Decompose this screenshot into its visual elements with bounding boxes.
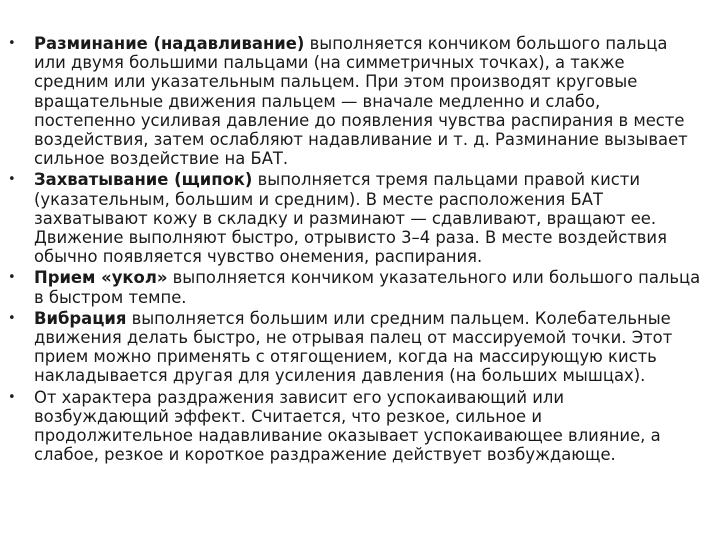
item-term: Разминание (надавливание)	[34, 34, 305, 53]
bullet-list	[8, 34, 704, 464]
bullet-icon: •	[8, 270, 16, 286]
item-term: Захватывание (щипок)	[34, 170, 253, 190]
bullet-icon: •	[8, 36, 16, 51]
list-item-kneading	[8, 34, 704, 168]
item-text: От характера раздражения зависит его успокаивающий или возбуждающий эффект. Считается, что резкое, сильное и продолжительное надавливание оказывает успокаивающее влияние, а слабое, резкое и короткое раздражение действует возбуждающе.	[34, 387, 661, 465]
item-text: выполняется тремя пальцами правой кисти (указательным, большим и средним). В месте расположения БАТ захватывают кожу в складку и разминают — сдавливают, вращают ее. Движение выполняют быстро, отрывисто 3–4 раза. В месте воздействия обычно появляется чувство онемения, распирания.	[34, 170, 667, 267]
list-item-injection	[8, 268, 704, 306]
list-item-vibration	[8, 309, 704, 386]
list-item-effect	[8, 388, 704, 465]
bullet-icon: •	[8, 310, 16, 326]
item-text: выполняется кончиком большого пальца или двумя большими пальцами (на симметричных точках), а также средним или указательным пальцем. При этом производят круговые вращательные движения пальцем — вначале медленно и слабо, постепенно усиливая давление до появления чувства распирания в месте воздействия, затем ослабляют надавливание и т. д. Разминание вызывает сильное воздействие на БАТ.	[34, 34, 688, 169]
list-item-grasping	[8, 170, 704, 266]
bullet-icon: •	[8, 172, 16, 188]
item-term: Вибрация	[34, 308, 127, 328]
bullet-icon: •	[8, 389, 16, 405]
item-text: выполняется большим или средним пальцем. Колебательные движения делать быстро, не отрывая палец от массируемой точки. Этот прием можно применять с отягощением, когда на массирующую кисть накладывается другая для усиления давления (на больших мышцах).	[34, 308, 673, 386]
item-term: Прием «укол»	[34, 268, 168, 288]
item-text: выполняется кончиком указательного или большого пальца в быстром темпе.	[34, 268, 701, 307]
